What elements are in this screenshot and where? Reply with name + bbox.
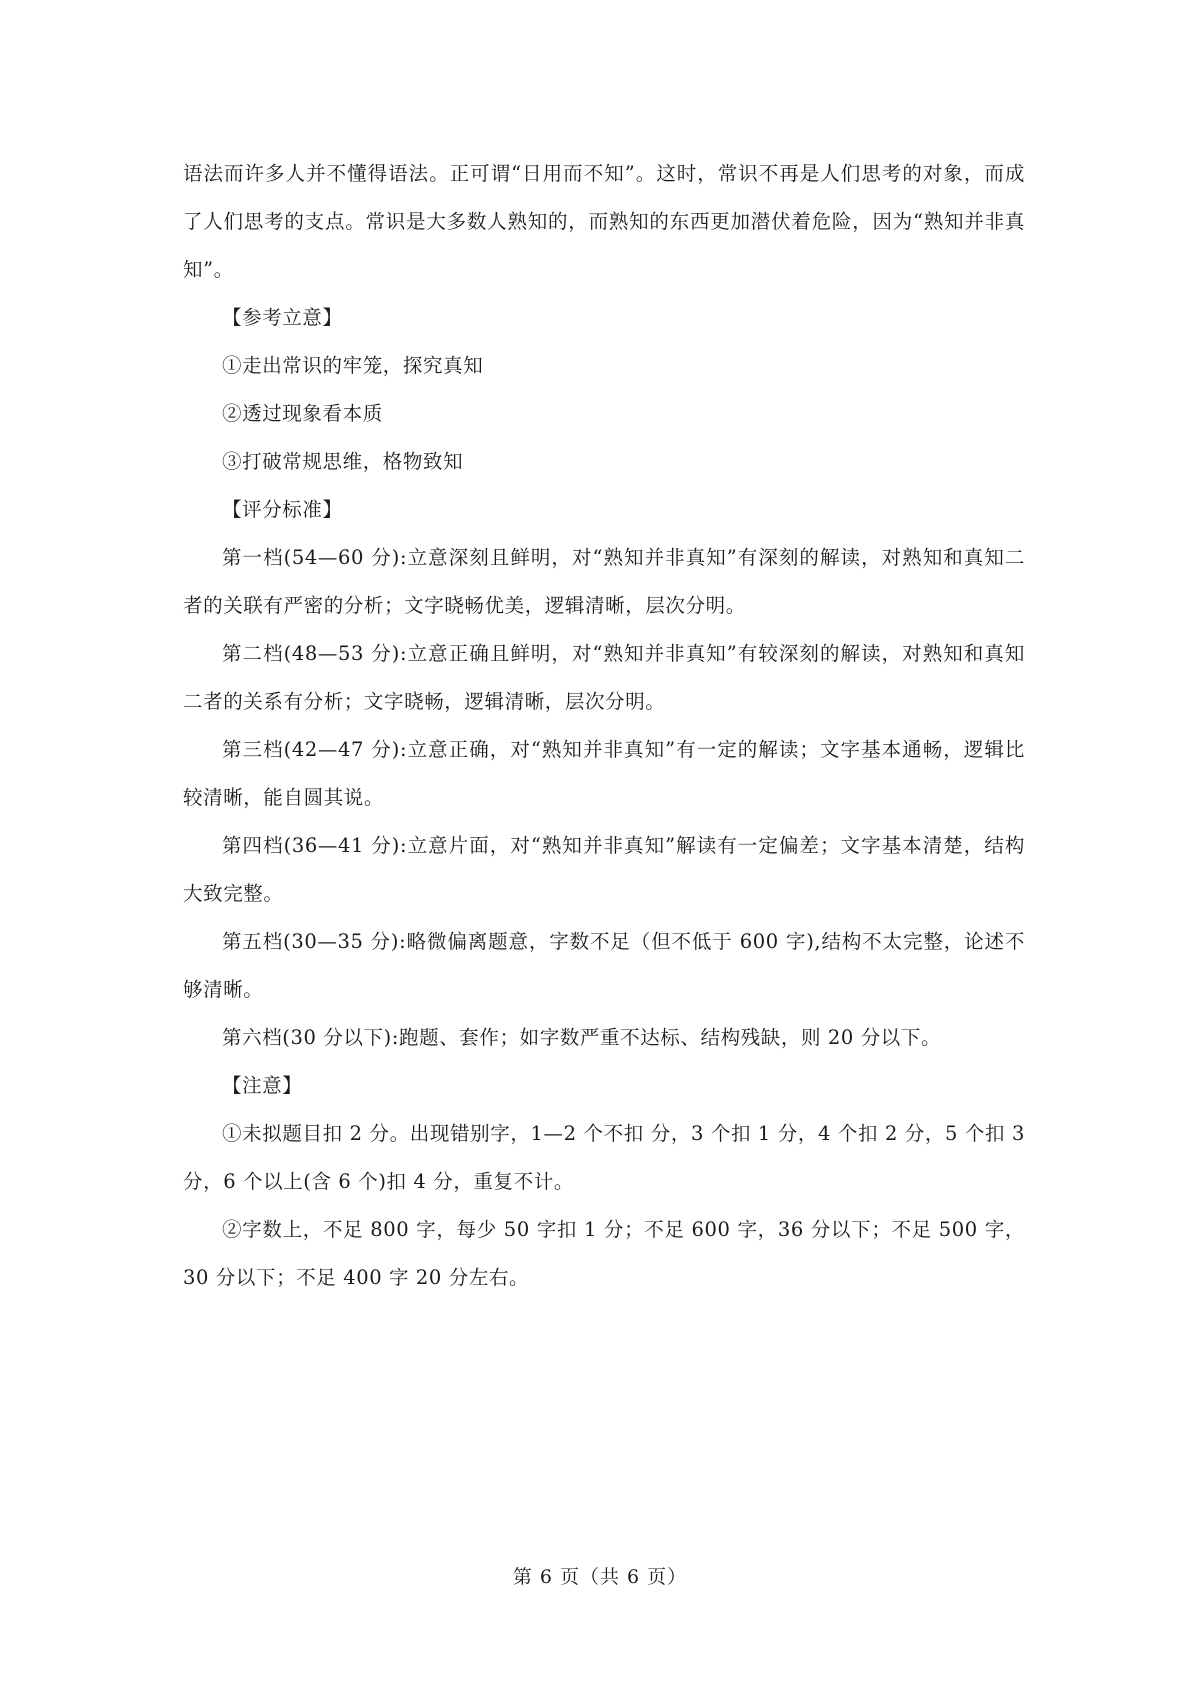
scoring-level-6: 第六档(30 分以下):跑题、套作；如字数严重不达标、结构残缺，则 20 分以下。 [222,1026,942,1049]
reference-heading: 【参考立意】 [222,306,343,329]
note-item-2: ②字数上，不足 800 字，每少 50 字扣 1 分；不足 600 字，36 分以下；不足 500 字，30 分以下；不足 400 字 20 分左右。 [183,1218,1025,1289]
document-body [183,150,1025,1302]
scoring-level-2: 第二档(48—53 分):立意正确且鲜明，对“熟知并非真知”有较深刻的解读，对熟知和真知二者的关系有分析；文字晓畅，逻辑清晰，层次分明。 [183,642,1025,713]
page-footer: 第 6 页（共 6 页） [512,1566,688,1588]
reference-item-3: ③打破常规思维，格物致知 [222,450,464,473]
intro-paragraph: 语法而许多人并不懂得语法。正可谓“日用而不知”。这时，常识不再是人们思考的对象，而成了人们思考的支点。常识是大多数人熟知的，而熟知的东西更加潜伏着危险，因为“熟知并非真知”。 [183,162,1025,281]
notes-heading: 【注意】 [222,1074,303,1097]
scoring-level-1: 第一档(54—60 分):立意深刻且鲜明，对“熟知并非真知”有深刻的解读，对熟知和真知二者的关联有严密的分析；文字晓畅优美，逻辑清晰，层次分明。 [183,546,1025,617]
note-item-1: ①未拟题目扣 2 分。出现错别字，1—2 个不扣 分，3 个扣 1 分，4 个扣 2 分，5 个扣 3 分，6 个以上(含 6 个)扣 4 分，重复不计。 [183,1122,1025,1193]
scoring-level-5: 第五档(30—35 分):略微偏离题意，字数不足（但不低于 600 字),结构不太完整，论述不够清晰。 [183,930,1025,1001]
scoring-heading: 【评分标准】 [222,498,343,521]
scoring-level-4: 第四档(36—41 分):立意片面，对“熟知并非真知”解读有一定偏差；文字基本清楚，结构大致完整。 [183,834,1025,905]
scoring-level-3: 第三档(42—47 分):立意正确，对“熟知并非真知”有一定的解读；文字基本通畅，逻辑比较清晰，能自圆其说。 [183,738,1025,809]
reference-item-2: ②透过现象看本质 [222,402,383,425]
reference-item-1: ①走出常识的牢笼，探究真知 [222,354,484,377]
